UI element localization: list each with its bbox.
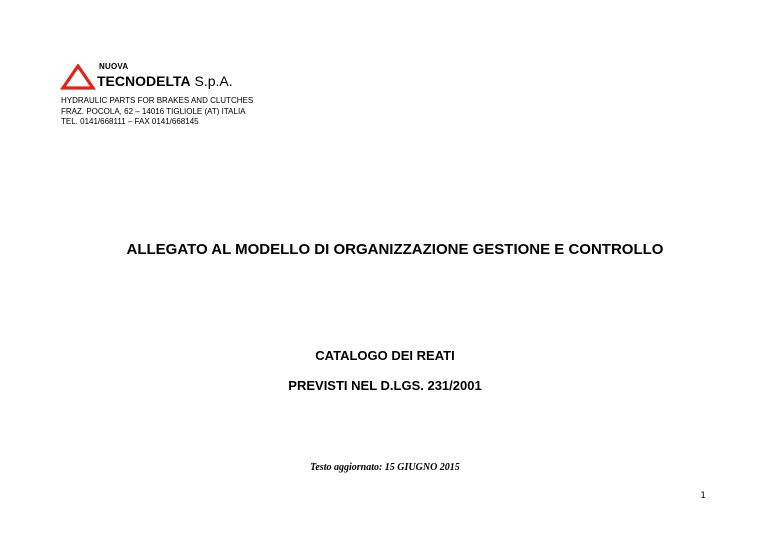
updated-date-note: Testo aggiornato: 15 GIUGNO 2015 <box>310 462 460 473</box>
company-prefix: NUOVA <box>99 62 129 71</box>
company-name-suffix: S.p.A. <box>194 73 233 89</box>
document-title: ALLEGATO AL MODELLO DI ORGANIZZAZIONE GESTIONE E CONTROLLO <box>126 241 664 258</box>
company-tagline: HYDRAULIC PARTS FOR BRAKES AND CLUTCHES <box>61 96 254 105</box>
company-name-main: TECNODELTA <box>97 73 191 89</box>
page-number: 1 <box>700 491 706 501</box>
catalog-title: CATALOGO DEI REATI <box>315 348 455 363</box>
company-contacts: TEL. 0141/668111 – FAX 0141/668145 <box>61 117 199 126</box>
company-address: FRAZ. POCOLA, 62 – 14016 TIGLIOLE (AT) ITALIA <box>61 106 246 116</box>
company-logo-triangle-icon <box>60 64 96 90</box>
catalog-subtitle: PREVISTI NEL D.LGS. 231/2001 <box>288 378 482 393</box>
company-address-block <box>61 96 253 128</box>
company-name <box>97 73 233 89</box>
